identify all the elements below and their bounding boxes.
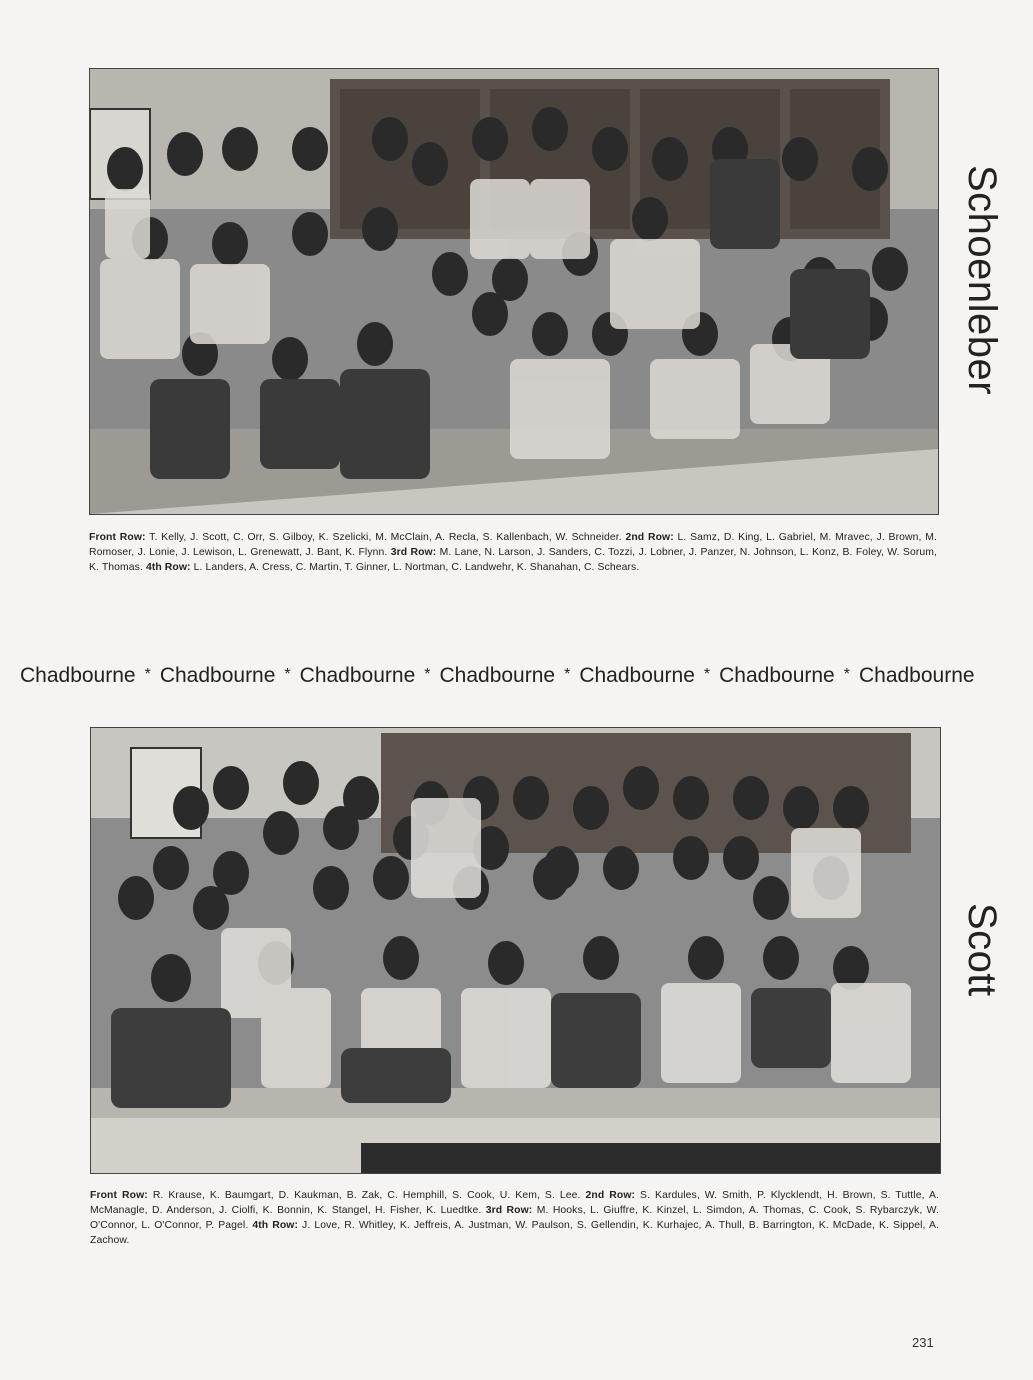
caption-row-names: M. Lane, N. Larson, J. Sanders, C. Tozzi, J. Lobner, J. Panzer, N. Johnson, L. Konz, B. Foley, W. Sorum, K. Thomas. [89, 547, 938, 573]
caption-row-names: R. Krause, K. Baumgart, D. Kaukman, B. Zak, C. Hemphill, S. Cook, U. Kem, S. Lee. [152, 1190, 581, 1201]
schoenleber-caption [89, 530, 937, 575]
scott-caption [90, 1188, 939, 1248]
caption-row-label: 2nd Row: [625, 532, 674, 543]
scott-side-title: Scott [960, 903, 1004, 997]
caption-row-label: Front Row: [90, 1190, 148, 1201]
banner-separator: * [144, 666, 151, 683]
banner-word: Chadbourne [159, 664, 276, 687]
caption-row-names: L. Landers, A. Cress, C. Martin, T. Ginner, L. Nortman, C. Landwehr, K. Shanahan, C. Schears. [193, 562, 640, 573]
banner-word: Chadbourne [579, 664, 695, 687]
banner-word: Chadbourne [719, 664, 835, 687]
group-photo-illustration [91, 728, 940, 1173]
banner-word: Chadbourne [858, 664, 975, 687]
caption-row-label: 3rd Row: [390, 547, 437, 558]
group-photo-illustration [90, 69, 938, 514]
page-number: 231 [912, 1335, 934, 1350]
caption-row-names: J. Love, R. Whitley, K. Jeffreis, A. Justman, W. Paulson, S. Gellendin, K. Kurhajec, A. Thull, B. Barrington, K. McDade, K. Sippel, A. Zachow. [90, 1220, 939, 1246]
caption-row-names: S. Kardules, W. Smith, P. Klycklendt, H. Brown, S. Tuttle, A. McManagle, D. Anderson, J. Ciolfi, K. Bonnin, K. Stangel, H. Fisher, K. Luedtke. [90, 1190, 939, 1216]
caption-row-label: 3rd Row: [485, 1205, 533, 1216]
chadbourne-banner [0, 664, 1033, 694]
caption-row-label: 4th Row: [252, 1220, 299, 1231]
caption-row-label: Front Row: [89, 532, 146, 543]
banner-separator: * [424, 666, 431, 683]
banner-word: Chadbourne [439, 664, 556, 687]
caption-row-label: 2nd Row: [585, 1190, 636, 1201]
banner-separator: * [843, 666, 850, 683]
caption-row-names: T. Kelly, J. Scott, C. Orr, S. Gilboy, K. Szelicki, M. McClain, A. Recla, S. Kallenbach, W. Schneider. [149, 532, 622, 543]
banner-word: Chadbourne [299, 664, 416, 687]
caption-row-label: 4th Row: [145, 562, 191, 573]
banner-word: Chadbourne [20, 664, 136, 687]
scott-group-photo [90, 727, 941, 1174]
banner-separator: * [564, 666, 571, 683]
banner-separator: * [703, 666, 711, 683]
caption-row-names: L. Samz, D. King, L. Gabriel, M. Mravec, J. Brown, M. Romoser, J. Lonie, J. Lewison, L. Grenewatt, J. Bant, K. Flynn. [89, 532, 937, 558]
banner-separator: * [284, 666, 291, 683]
schoenleber-group-photo [89, 68, 939, 515]
caption-row-names: M. Hooks, L. Giuffre, K. Kinzel, L. Simdon, A. Thomas, C. Cook, S. Rybarczyk, W. O'Connor, L. O'Connor, P. Pagel. [90, 1205, 939, 1231]
schoenleber-side-title: Schoenleber [960, 165, 1004, 396]
